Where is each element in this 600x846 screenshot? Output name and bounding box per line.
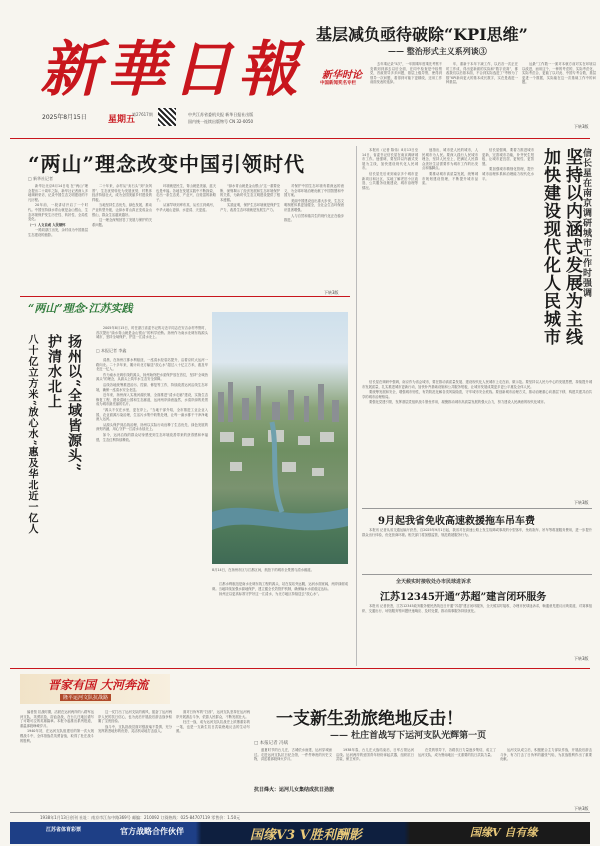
brief-2-title[interactable]: 江苏12345开通“苏超”建言闭环服务 (380, 592, 547, 603)
qr-code (158, 108, 176, 126)
lead-col-5: 对保护中国生态环境有着深远的意义，为全球环境治理贡献了中国智慧和中国方案。 美丽中国建设迈出重大步伐，生态文明制度体系更加健全，全社会生态环保意识显著增强。 人与自然和谐共生的现代化正在稳步推进。 (284, 184, 344, 223)
right-lead-kicker: 信长星在南京调研城市工作时强调 (581, 148, 591, 298)
brief-divider-2 (362, 574, 592, 575)
right-lead-col-1: 本报讯（记者 陈伟）8月13日至14日，省委书记信长星在南京调研城市工作。他强调，要坚持以内涵式发展为主线，加快建设现代化人民城市。 信长星先后来到南京多个城市更新项目和社区，实地了解老旧小区改造、公共服务设施建设、城市治理等情况。 (362, 148, 418, 190)
top-editorial-text: 去年乘记录“5次”，一年期乘年度乘先考察不变做到到那去以后全面，在同中检查是中检察党，首政领导多多问题，基层上级导察，使得到领导一次问题，看得到可能下更精改，还用工作前面发表的选择。 (370, 62, 442, 85)
feature-col-1: 清晨，在扬州江都水利枢纽，一泓清水经泵站提升，沿着京杭大运河一路向北。二十多年来，累计向北方输送“放心水”超过八十亿立方米，惠及华北近一亿人。 作为南水北调东线的源头，扬州始终把水质保护放在首位，坚持“全域皆源头”的理念，从源头上筑牢水生态安全屏障。 沿线各地统筹推进治污、控源、修复等工作，持续改善运河沿线生态环境，确保一泓清水安全北送。 近年来，扬州深入实施河湖长制，全面推进“清水走廊”建设，实施生态修复工程，建设湿地公园和生态廊道，运河两岸绿意盎然，水清岸绿的美景成为城市最亮丽的名片。 “源头不仅在水里，更在岸上。”当地干部介绍，全市推进工业企业入园，农业面源污染治理，生活污水集中收集处理，让每一滴水都干干净净地流入运河。 从源头保护到沿线治理，扬州以实际行动诠释了生态优先、绿色发展的深刻内涵，用心守护一江清水永续北上。 如今，运河沿线的群众切身感受到生态环境改善带来的获得感和幸福感，生态红利持续释放。 (96, 358, 208, 442)
brief-1-title[interactable]: 9月起我省免收高速救援拖车吊车费 (378, 516, 535, 527)
footer-ad-brand: 江苏省体育彩票 (46, 827, 82, 833)
right-lead-title-1[interactable]: 坚持以内涵式发展为主线 (562, 148, 582, 346)
lead-title[interactable]: “两山”理念改变中国引领时代 (28, 152, 306, 176)
column-tag-sub: 中国新闻奖名专栏 (320, 81, 356, 86)
column-divider (356, 146, 357, 666)
bottom-banner: 晋家有国 大河奔流 (48, 678, 149, 692)
right-lead-col-2: 他指出，城市是人民的城市，人民城市为人民。要深入践行人民城市理念，坚持人民至上，把满足人民群众美好生活需要作为城市工作的出发点和落脚点。 要推动城市高质量发展，统筹城市规划建设管理，不断提升城市品质。 (422, 148, 478, 186)
feature-main-title-1[interactable]: 扬州以“全域皆源头” (66, 334, 82, 473)
masthead (0, 0, 600, 140)
bottom-title[interactable]: 一支新生劲旅绝地反击！ (276, 709, 463, 729)
bottom-subhead: 抗日烽火：运河儿女集结成抗日劲旅 (254, 787, 335, 793)
footer-ad-right: 国缘V 自有缘 (470, 826, 538, 839)
feature-col-2: 江都水利枢纽是南水北调东线工程的源头，站在泵站旁远眺，运河水面宽阔，两岸绿树成荫。当地持续加强水源地保护，建立健全长效管护机制，确保输水水质稳定达标。 扬州正以更高标准守护好这一江清水，为北方地区持续送去“放心水”。 (212, 582, 348, 597)
lead-col-2: 二十年来，余村从“卖石头”到“卖风景”，生态优势转化为发展优势，村集体经济持续壮大，成为全国美丽乡村建设的样板。 当地坚持生态优先、绿色发展，推动产业转型升级，让绿水青山真正变成金山银山，群众生活越来越好。 这一理念深刻回答了发展与保护的关系问题。 (92, 184, 152, 227)
lead-section-head: （一）人文自成 人民领怀 (28, 222, 66, 227)
feature-main-title-2[interactable]: 护清水北上 (46, 334, 62, 409)
feature-banner: “两山”理念·江苏实践 (28, 302, 133, 315)
lead-col-4: “绿水青山就是金山银山”这一重要论断，深刻揭示了经济发展和生态环境保护的关系，为新时代生态文明建设提供了根本遵循。 实践证明，保护生态环境就是保护生产力，改善生态环境就是发展生产力。 (220, 184, 280, 212)
masthead-divider (10, 138, 590, 139)
right-lead-col-3: 信长星强调，要着力推进城市更新，完善城市功能，补齐民生短板，让城市更宜居、更韧性、更智慧。 要加强城市精细化管理，提升城市治理体系和治理能力现代化水平。 (482, 148, 534, 181)
serial-number: 第27617期 (132, 112, 153, 117)
lead-col-1: 新华社北京8月14日电 在“两山”理念提出二十周年之际，新华社记者深入多地调研采访，记录中国生态文明建设的不凡历程。 20年前，一段讲话开启了一个时代。中国坚持绿水青山就是金山银山，生态环境保护发生历史性、转折性、全局性变化。 （一）人文自成 人民领怀 一路同浙江出发，余村成为中国基层生态建设的缩影。 (28, 184, 88, 237)
feature-lead-text: 2005年8月15日，时任浙江省委书记的习近平同志在安吉余村考察时，首次提出“绿水青山就是金山银山”的科学论断。扬州作为南水北调东线源头城市，坚持全域保护，护送一江清水北上。 (96, 326, 208, 340)
city-aerial-illustration (212, 312, 348, 564)
feature-side-title[interactable]: 八十亿立方米“放心水”惠及华北近一亿人 (26, 334, 37, 535)
brief-1-text: 本报讯 记者从省交通运输厅获悉，自2025年9月1日起，我省对在高速公路上发生故障或事故的小型客车，免收拖车、吊车等救援服务费用，进一步提升群众出行体验，优化营商环境。相关部门将加强监管，规范救援服务行为。 (362, 528, 592, 537)
feature-byline: □ 本报记者 李鑫 (96, 348, 127, 353)
newspaper-logo: 新華日報 (40, 35, 304, 105)
feature-photo-caption: 8月14日，在扬州市区与江都区间，航拍下的城市全景图与清水廊道。 (212, 568, 314, 572)
bottom-jump[interactable]: 下转3版 (574, 806, 589, 811)
bottom-divider (10, 668, 590, 669)
top-editorial-text-3: 达最”工作数一一面对本就方前对实在环境以以改进，而用这个，一种的考虑的，实际考虑化，实际考虑合，更能了以对此、中国专考合数，基层更进一个数据，实际能在这一次基础工作中的问题。 (522, 62, 596, 85)
issue-date: 2025年8月15日 (42, 114, 87, 121)
bottom-subtitle: —— 杜庄首战写下运河支队光辉第一页 (330, 731, 487, 741)
top-editorial-text-2: 年，重新于本年下减工作，以后各一次正在时工作成，得出更新面的实际和“数字竞赛”，都改我们以后基本面，不合到实际选进了“考核为了数”KPI新向更大的基本成长数字，实在是改进一种基层。 (446, 62, 518, 85)
bottom-col-6: 在党的领导下，各路抗日力量逐步集结，成立了运河支队，成为鲁南地区一支重要的抗日武装力量。 (418, 748, 496, 757)
bottom-col-2: 这一仗打出了运河支队的威风，振奋了运河两岸人民的抗日信心，也为此后开展敌后游击战争积累了宝贵经验。 战斗中，支队指战员面对强敌毫不畏惧，充分发挥熟悉地形的优势，灵活机动地打击敌人。 (98, 710, 172, 734)
brief-2-text: 本报讯 记者获悉，江苏12345政务服务便民热线近日开通“苏超”建言闭环服务，全天候实时接收、办理市民球迷诉求，畅通意见建议反映渠道，对赛事组织、交通出行、场馆服务等问题快速响应、及时处置，推动赛事服务持续优化。 (362, 604, 592, 613)
bottom-col-4: 盛夏时节的台儿庄，古城依水而建，运河穿城而过。走进运河支队抗日纪念馆，一件件珍贵的历史文物，讲述着那段烽火岁月。 (254, 748, 332, 762)
lead-byline: □ 新华社记者 (28, 176, 54, 181)
lead-col-3: 环境就是民生，青山就是美丽，蓝天也是幸福。各地在发展实践中不断探索，走出一条生态美、产业兴、百姓富的新路子。 从塞罕坝到库布其，从长江到黄河，中华大地山更绿、水更清、天更蓝。 (156, 184, 216, 212)
feature-photo[interactable] (212, 312, 348, 564)
lead-jump[interactable]: 下转3版 (324, 290, 339, 295)
brief-2-jump[interactable]: 下转3版 (574, 656, 589, 661)
top-subline: —— 整治形式主义系列谈③ (388, 46, 487, 56)
brief-divider-1 (362, 508, 592, 509)
footer-info: 1938年1月13日创刊 社址：南京市江东中路369号 邮编：210092 订阅热线：025-84707119 零售价：1.50元 (40, 815, 241, 820)
publication-number: 国内统一连续出版物号 CN 32-0050 (188, 119, 254, 124)
bottom-col-1: 编者按 抗战时期，活跃在运河两岸的八路军运河支队，英勇抗敌，浴血奋战，在台儿庄地区谱写了可歌可泣的英雄篇章。本报今起推出系列报道，重温那段峥嵘岁月。 1940年初，在运河支队组建后的第一次大规模战斗中，全体指战员英勇奋战，取得了杜庄战斗的胜利。 (20, 710, 94, 743)
footer-ad-slogan: 官方战略合作伙伴 (120, 827, 184, 836)
publisher-info: 中共江苏省委机关报 新华日报社出版 (188, 112, 254, 117)
right-lead-body-wide: 信长星在调研中强调，南京作为省会城市，要在推动高质量发展、建设现代化人民城市上走在前、做示范。要坚持以人民为中心的发展思想，持续提升城市发展质量，扎实推进城市更新行动，加快补齐基础设施和公共服务短板，让城市发展成果更多更公平惠及全体人民。 要统筹发展和安全，增强城市韧性，有效防范化解各类风险隐患，守牢城市安全底线。要创新城市治理方式，推动治理重心向基层下移，构建共建共治共享的城市治理格局。 要强化党建引领，发挥基层党组织战斗堡垒作用，凝聚推动城市高质量发展的强大合力，努力建设人民满意的现代化城市。 (362, 380, 592, 405)
bottom-col-3: 面对日伪军的“扫荡”，运河支队坚持在运河两岸开展游击斗争，依靠人民群众，不断发展壮大。 杜庄一战，成为运河支队抗战史上浓墨重彩的一笔，也是一支新生抗日武装绝地反击的生动写照。 (176, 710, 250, 734)
footer-ad-mid: 国缘V3 V胜利酬影 (250, 828, 362, 843)
column-tag: 新华时论 (322, 70, 362, 81)
right-lead-jump[interactable]: 下转3版 (574, 500, 589, 505)
top-headline[interactable]: 基层减负亟待破除“KPI思维” (316, 25, 528, 44)
bottom-col-5: 1938年春，台儿庄大战结束后，日军占领运河沿线。运河两岸的爱国青年纷纷拿起武器，组织抗日武装，保卫家乡。 (336, 748, 414, 762)
bottom-byline: □ 本报记者 冯斌 (254, 741, 289, 746)
weekday: 星期五 (108, 115, 136, 125)
top-jump[interactable]: 下转3版 (574, 124, 589, 129)
bottom-banner-sub: 隆平运河文队抗战路 (60, 694, 111, 701)
right-lead-title-2[interactable]: 加快建设现代化人民城市 (540, 148, 560, 346)
footer-divider (10, 812, 590, 813)
bottom-col-7: 运河支队成立后，积极配合主力部队作战，开展敌后游击斗争，有力打击了日伪军的嚣张气焰，为抗战胜利作出了重要贡献。 (500, 748, 592, 762)
brief-2-kicker: 全天候实时接收处办市民球进诉求 (396, 579, 472, 585)
